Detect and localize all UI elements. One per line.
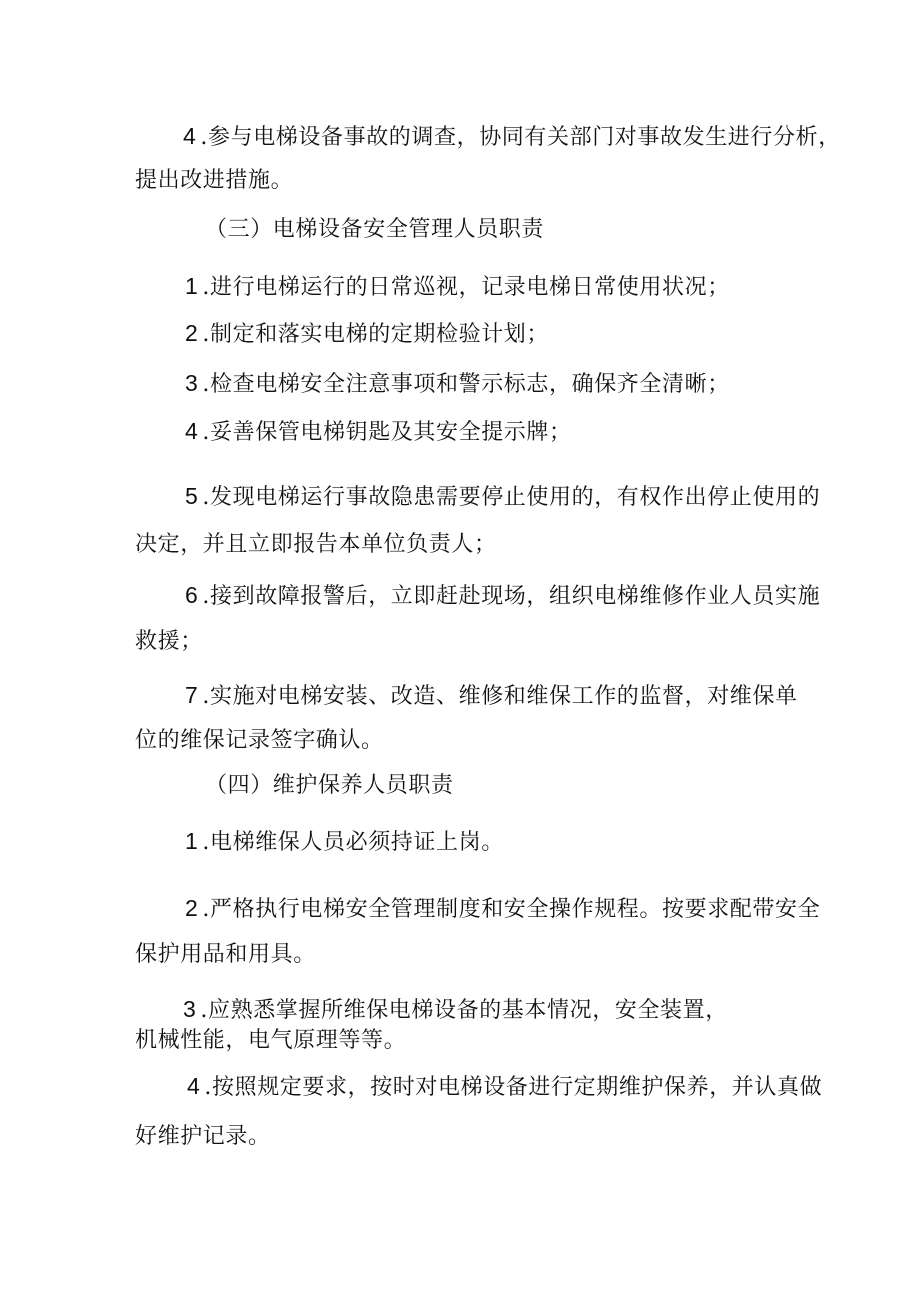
- item-number: 1: [185, 273, 199, 299]
- item-number: 4: [185, 418, 199, 444]
- paragraph-line: [135, 940, 316, 970]
- paragraph-line: [183, 994, 728, 1026]
- paragraph-text: .严格执行电梯安全管理制度和安全操作规程。按要求配带安全: [202, 897, 821, 922]
- paragraph-text: 好维护记录。: [135, 1124, 271, 1149]
- paragraph-line: [185, 826, 504, 858]
- paragraph-line: [185, 318, 549, 350]
- paragraph-line: [135, 1122, 271, 1152]
- paragraph-text: .妥善保管电梯钥匙及其安全提示牌；: [202, 420, 572, 445]
- paragraph-line: [135, 530, 497, 560]
- item-number: 2: [185, 895, 199, 921]
- paragraph-text: 决定，并且立即报告本单位负责人；: [135, 532, 497, 557]
- paragraph-text: .制定和落实电梯的定期检验计划；: [202, 322, 550, 347]
- paragraph-line: [135, 166, 293, 196]
- paragraph-text: 提出改进措施。: [135, 168, 294, 193]
- item-number: 4: [187, 1073, 201, 1099]
- item-number: 3: [183, 996, 197, 1022]
- paragraph-text: .接到故障报警后，立即赶赴现场，组织电梯维修作业人员实施: [202, 584, 821, 609]
- paragraph-text: 位的维保记录签字确认。: [135, 728, 384, 753]
- paragraph-text: .应熟悉掌握所维保电梯设备的基本情况，安全装置，: [200, 998, 728, 1023]
- item-number: 4: [183, 123, 197, 149]
- paragraph-text: .参与电梯设备事故的调查，协同有关部门对事故发生进行分析，: [200, 125, 841, 150]
- paragraph-text: .进行电梯运行的日常巡视，记录电梯日常使用状况；: [202, 275, 730, 300]
- paragraph-text: .按照规定要求，按时对电梯设备进行定期维护保养，并认真做: [204, 1075, 823, 1100]
- paragraph-line: [135, 627, 203, 657]
- paragraph-line: [183, 121, 841, 153]
- paragraph-line: [185, 271, 730, 303]
- paragraph-line: [185, 893, 820, 925]
- item-number: 1: [185, 828, 199, 854]
- section-heading-3: [205, 215, 544, 245]
- section-heading-4: [205, 771, 454, 801]
- paragraph-line: [187, 1071, 822, 1103]
- paragraph-line: [185, 368, 730, 400]
- paragraph-line: [185, 481, 820, 513]
- item-number: 6: [185, 582, 199, 608]
- paragraph-text: .发现电梯运行事故隐患需要停止使用的，有权作出停止使用的: [202, 485, 821, 510]
- item-number: 7: [185, 682, 199, 708]
- paragraph-line: [185, 416, 572, 448]
- paragraph-text: 保护用品和用具。: [135, 942, 316, 967]
- item-number: 5: [185, 483, 199, 509]
- heading-text: （四）维护保养人员职责: [205, 773, 454, 798]
- paragraph-text: .电梯维保人员必须持证上岗。: [202, 830, 504, 855]
- paragraph-line: [185, 680, 798, 712]
- heading-text: （三）电梯设备安全管理人员职责: [205, 217, 545, 242]
- paragraph-line: [185, 580, 820, 612]
- item-number: 3: [185, 370, 199, 396]
- paragraph-text: .实施对电梯安装、改造、维修和维保工作的监督，对维保单: [202, 684, 798, 709]
- paragraph-text: .检查电梯安全注意事项和警示标志，确保齐全清晰；: [202, 372, 730, 397]
- paragraph-line: [135, 726, 384, 756]
- item-number: 2: [185, 320, 199, 346]
- paragraph-text: 救援；: [135, 629, 203, 654]
- paragraph-line: [135, 1026, 406, 1056]
- paragraph-text: 机械性能，电气原理等等。: [135, 1028, 407, 1053]
